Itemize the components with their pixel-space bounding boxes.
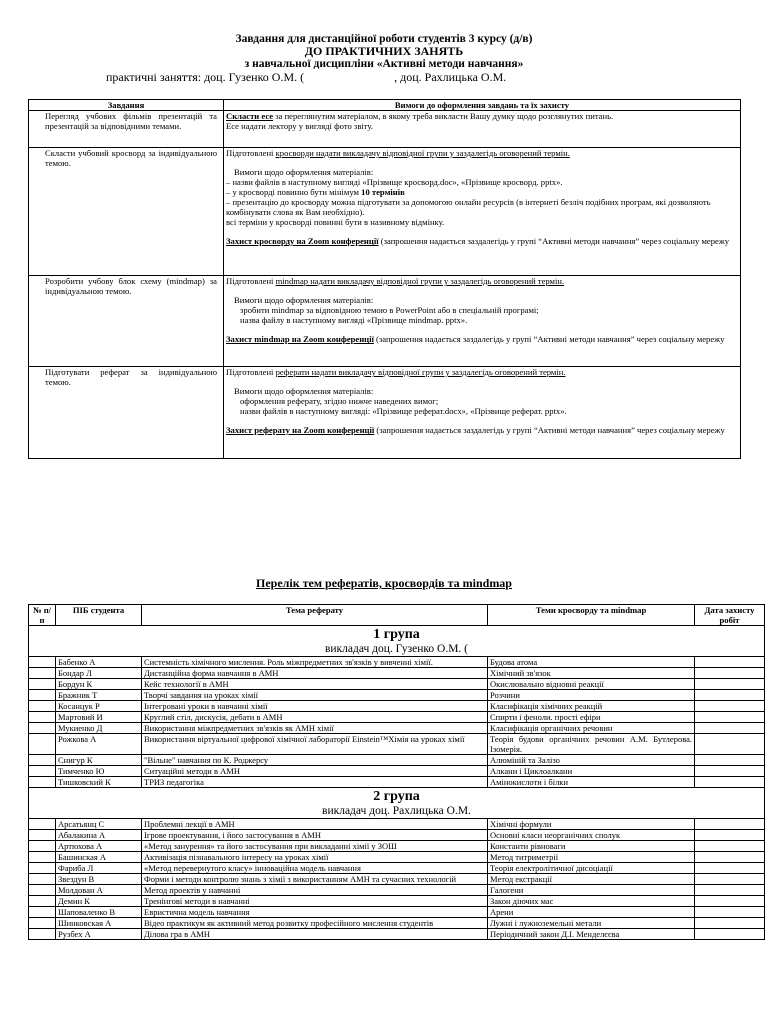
table-row: [29, 896, 765, 907]
table-cell: Закон діючих мас: [488, 896, 695, 907]
group-header-row: [29, 626, 765, 657]
table-cell: Бражник Т: [56, 690, 142, 701]
table-cell: [695, 679, 765, 690]
table-cell: Відео практикум як активний метод розвитку професійного мислення студентів: [142, 918, 488, 929]
table-cell: [29, 679, 56, 690]
table-row: [29, 777, 765, 788]
table-cell: [695, 777, 765, 788]
table-cell: [695, 896, 765, 907]
table-cell: Шаповаленко В: [56, 907, 142, 918]
req-bullet: – у кросворді повинно бути мінімум: [226, 187, 362, 197]
table-row: [29, 841, 765, 852]
table-cell: «Метод перевернутого класу» інноваційна модель навчання: [142, 863, 488, 874]
table-cell: Евристична модель навчання: [142, 907, 488, 918]
table-cell: [29, 841, 56, 852]
table-cell: Алюміній та Залізо: [488, 755, 695, 766]
req-text: Підготовлені: [226, 276, 276, 286]
task-row-crossword: [29, 148, 741, 276]
table-row: [29, 766, 765, 777]
requirements-cell: [224, 367, 741, 459]
table-cell: Рожкова А: [56, 734, 142, 755]
table-cell: Артюхова А: [56, 841, 142, 852]
table-cell: Башинская А: [56, 852, 142, 863]
table-cell: Мукиенко Д: [56, 723, 142, 734]
req-title: Вимоги щодо оформлення матеріалів:: [234, 295, 374, 305]
table-cell: Активізація пізнавального інтересу на уроках хімії: [142, 852, 488, 863]
table-row: [29, 852, 765, 863]
table-cell: [695, 918, 765, 929]
table-cell: Косанцук Р: [56, 701, 142, 712]
table-cell: Тимченко Ю: [56, 766, 142, 777]
table-cell: [695, 907, 765, 918]
table-row: [29, 712, 765, 723]
table-cell: Бабенко А: [56, 657, 142, 668]
table-cell: Теорія електролітичної дисоціації: [488, 863, 695, 874]
table-cell: Тишковский К: [56, 777, 142, 788]
topics-list-title: Перелік тем рефератів, кросвордів та mindmap: [256, 576, 512, 590]
table-cell: [695, 712, 765, 723]
task-row-essay: [29, 111, 741, 148]
table-row: [29, 830, 765, 841]
table-cell: Проблемні лекції в АМН: [142, 819, 488, 830]
table-cell: Періодичний закон Д.І. Менделєєва: [488, 929, 695, 940]
table-cell: [29, 918, 56, 929]
req-text: Есе надати лектору у вигляді фото звіту.: [226, 121, 373, 131]
table-cell: [695, 723, 765, 734]
requirements-cell: [224, 276, 741, 367]
table-cell: Амінокислоти і білки: [488, 777, 695, 788]
table-cell: [29, 896, 56, 907]
table-cell: [695, 929, 765, 940]
table-cell: Круглий стіл, дискусія, дебати в АМН: [142, 712, 488, 723]
table-cell: Творчі завдання на уроках хімії: [142, 690, 488, 701]
table-row: [29, 657, 765, 668]
table-cell: [29, 668, 56, 679]
table-cell: Звездун В: [56, 874, 142, 885]
group-header-cell: [29, 626, 765, 657]
table-row: [29, 819, 765, 830]
header-cell: Тема реферату: [142, 605, 488, 626]
req-text: Підготовлені: [226, 367, 276, 377]
table-cell: Форми і методи контролю знань з хімії з використанням АМН та сучасних технологій: [142, 874, 488, 885]
req-text: Підготовлені: [226, 148, 276, 158]
requirements-cell: [224, 111, 741, 148]
table-cell: Дистанційна форма навчання в АМН: [142, 668, 488, 679]
table-cell: Бордун К: [56, 679, 142, 690]
req-bullet: – назви файлів в наступному вигляді «Прізвище кросворд.doc», «Прізвище кросворд. pptx».: [226, 177, 563, 187]
req-bullet: оформлення реферату, згідно нижче наведених вимог;: [240, 396, 439, 406]
document-header: [0, 33, 768, 84]
table-cell: Молдован А: [56, 885, 142, 896]
table-cell: [695, 657, 765, 668]
req-defense: Захист реферату на Zoom конференції: [226, 425, 375, 435]
table-cell: Константи рівноваги: [488, 841, 695, 852]
table-cell: "Вільне" навчання по К. Роджерсу: [142, 755, 488, 766]
table-row: [29, 690, 765, 701]
table-cell: ТРИЗ педагогіка: [142, 777, 488, 788]
table-cell: [695, 841, 765, 852]
table-cell: Алкани і Циклоалкани: [488, 766, 695, 777]
table-row: [29, 874, 765, 885]
table-cell: [29, 690, 56, 701]
table-cell: Метод проектів у навчанні: [142, 885, 488, 896]
table-cell: [695, 819, 765, 830]
table-cell: [29, 701, 56, 712]
group-teacher: викладач доц. Рахлицька О.М.: [322, 805, 471, 817]
table-cell: Використання міжпредметних зв'язків як АМН хімії: [142, 723, 488, 734]
table-cell: Хімічні формули: [488, 819, 695, 830]
table-row: [29, 734, 765, 755]
table-row: [29, 918, 765, 929]
table-cell: Демин К: [56, 896, 142, 907]
table-cell: Снигур К: [56, 755, 142, 766]
req-bullet: назва файлу в наступному вигляді «Прізвище mindmap. pptx».: [240, 315, 468, 325]
table-cell: Ділова гра в АМН: [142, 929, 488, 940]
group-name: 1 група: [373, 627, 420, 642]
req-bullet: зробити mindmap за відповідною темою в PowerPoint або в спеціальній програмі;: [240, 305, 539, 315]
req-bullet: – презентацію до кросворду можна підготувати за допомогою онлайн ресурсів (в інтернеті безліч подібних програм, які дозволяють комбінувати слова як Вам необхідно).: [226, 197, 711, 217]
header-cell: Завдання: [29, 100, 224, 111]
requirements-cell: [224, 148, 741, 276]
header-line-2: ДО ПРАКТИЧНИХ ЗАНЯТЬ: [304, 44, 464, 58]
req-defense: Захист mindmap на Zoom конференції: [226, 334, 374, 344]
table-cell: Інтегровані уроки в навчанні хімії: [142, 701, 488, 712]
table-row: [29, 929, 765, 940]
table-cell: [29, 929, 56, 940]
req-title: Вимоги щодо оформлення матеріалів:: [234, 386, 374, 396]
table-row: [29, 701, 765, 712]
table-row: [29, 723, 765, 734]
table-cell: Класифікація органічних речовин: [488, 723, 695, 734]
header-cell: Вимоги до оформлення завдань та їх захисту: [224, 100, 741, 111]
table-cell: [695, 701, 765, 712]
task-row-mindmap: [29, 276, 741, 367]
header-line-4: практичні заняття: доц. Гузенко О.М. ( , доц. Рахлицька О.М.: [106, 70, 507, 84]
group-name: 2 група: [373, 789, 420, 804]
header-cell: Дата захисту робіт: [695, 605, 765, 626]
table-row: [29, 668, 765, 679]
group-teacher: викладач доц. Гузенко О.М. (: [324, 643, 469, 655]
header-cell: № п/п: [29, 605, 56, 626]
table-cell: Метод екстракції: [488, 874, 695, 885]
table-cell: Мартовий И: [56, 712, 142, 723]
table-cell: Хімічний зв'язок: [488, 668, 695, 679]
topics-table-header: [29, 605, 765, 626]
table-cell: [29, 657, 56, 668]
table-cell: Бондар Л: [56, 668, 142, 679]
table-cell: Системність хімічного мислення. Роль міжпредметних зв'язків у вивченні хімії.: [142, 657, 488, 668]
table-cell: «Метод занурення» та його застосування при викладанні хімії у ЗОШ: [142, 841, 488, 852]
table-cell: Класифікація хімічних реакцій: [488, 701, 695, 712]
table-cell: [29, 734, 56, 755]
req-text: (запрошення надається заздалегідь у групі “Активні методи навчання” через соціальну мережу: [373, 334, 725, 344]
table-cell: Арсатьянц С: [56, 819, 142, 830]
header-line-3: з навчальної дисципліни «Активні методи навчання»: [244, 58, 524, 70]
task-row-report: [29, 367, 741, 459]
tasks-table-header: [29, 100, 741, 111]
table-cell: Абалакина А: [56, 830, 142, 841]
table-cell: Окислювально відновні реакції: [488, 679, 695, 690]
task-cell: Підготувати реферат за індивідуальною темою.: [29, 367, 224, 459]
table-cell: [695, 885, 765, 896]
req-title: Вимоги щодо оформлення матеріалів:: [234, 167, 374, 177]
task-cell: Розробити учбову блок схему (mindmap) за індивідуальною темою.: [29, 276, 224, 367]
table-cell: Метод титриметрії: [488, 852, 695, 863]
table-cell: Використання віртуальної цифрової хімічної лабораторії Einstein™Хімія на уроках хімії: [142, 734, 488, 755]
table-cell: [29, 777, 56, 788]
table-cell: [695, 734, 765, 755]
table-cell: [695, 766, 765, 777]
req-defense: Захист кросворду на Zoom конференції: [226, 236, 379, 246]
table-cell: Будова атома: [488, 657, 695, 668]
req-bold: 10 термінів: [361, 187, 405, 197]
req-text: за переглянутим матеріалом, в якому треба викласти Вашу думку щодо розглянутих питань.: [273, 111, 614, 121]
topics-table: [28, 604, 765, 940]
table-cell: [29, 852, 56, 863]
table-cell: [695, 830, 765, 841]
table-cell: [29, 885, 56, 896]
group-header-cell: [29, 788, 765, 819]
table-cell: Теорія будови органічних речовин А.М. Бутлерова. Ізомерія.: [488, 734, 695, 755]
table-row: [29, 755, 765, 766]
table-cell: [29, 874, 56, 885]
table-row: [29, 885, 765, 896]
table-cell: Тренінгові методи в навчанні: [142, 896, 488, 907]
req-underlined: реферати надати викладачу відповідної групи у заздалегідь оговорений термін.: [275, 367, 566, 377]
table-cell: Лужні і лужноземельні метали: [488, 918, 695, 929]
table-cell: [695, 755, 765, 766]
table-cell: Рузбех А: [56, 929, 142, 940]
table-cell: [29, 863, 56, 874]
table-cell: Кейс технології в АМН: [142, 679, 488, 690]
table-cell: [29, 907, 56, 918]
table-cell: [29, 712, 56, 723]
table-row: [29, 863, 765, 874]
table-row: [29, 907, 765, 918]
header-line-1: Завдання для дистанційної роботи студентів 3 курсу (д/в): [235, 33, 533, 45]
table-cell: [29, 819, 56, 830]
table-cell: Основні класи неорганічних сполук: [488, 830, 695, 841]
table-cell: [695, 690, 765, 701]
req-underlined: кросворди надати викладачу відповідної групи у заздалегідь оговорений термін.: [275, 148, 570, 158]
table-cell: Арени: [488, 907, 695, 918]
header-cell: Теми кросворду та mindmap: [488, 605, 695, 626]
table-cell: Шинковская А: [56, 918, 142, 929]
req-text: (запрошення надається заздалегідь у групі “Активні методи навчання” через соціальну мережу: [378, 236, 730, 246]
task-cell: Перегляд учбових фільмів презентацій та презентацій за відповідними темами.: [29, 111, 224, 148]
req-bullet: всі терміни у кросворді повинні бути в називному відмінку.: [226, 217, 445, 227]
task-cell: Скласти учбовий кросворд за індивідуальною темою.: [29, 148, 224, 276]
table-row: [29, 679, 765, 690]
tasks-table: [28, 99, 741, 459]
req-underlined: Скласти есе: [226, 111, 274, 121]
table-cell: [29, 755, 56, 766]
table-cell: Галогени: [488, 885, 695, 896]
table-cell: Ігрове проектування, і його застосування в АМН: [142, 830, 488, 841]
table-cell: [29, 723, 56, 734]
table-cell: [695, 668, 765, 679]
table-cell: [695, 874, 765, 885]
table-cell: Ситуаційні методи в АМН: [142, 766, 488, 777]
header-cell: ПІБ студента: [56, 605, 142, 626]
table-cell: [695, 852, 765, 863]
req-text: (запрошення надається заздалегідь у групі “Активні методи навчання” через соціальну мережу: [374, 425, 725, 435]
table-cell: Спирти і феноли. прості ефіри: [488, 712, 695, 723]
table-cell: Розчини: [488, 690, 695, 701]
table-cell: [29, 830, 56, 841]
table-cell: Фариба Л: [56, 863, 142, 874]
table-cell: [695, 863, 765, 874]
group-header-row: [29, 788, 765, 819]
table-cell: [29, 766, 56, 777]
req-bullet: назви файлів в наступному вигляді: «Прізвище реферат.docx», «Прізвище реферат. pptx».: [240, 406, 567, 416]
req-underlined: mindmap надати викладачу відповідної групи у заздалегідь оговорений термін.: [275, 276, 565, 286]
